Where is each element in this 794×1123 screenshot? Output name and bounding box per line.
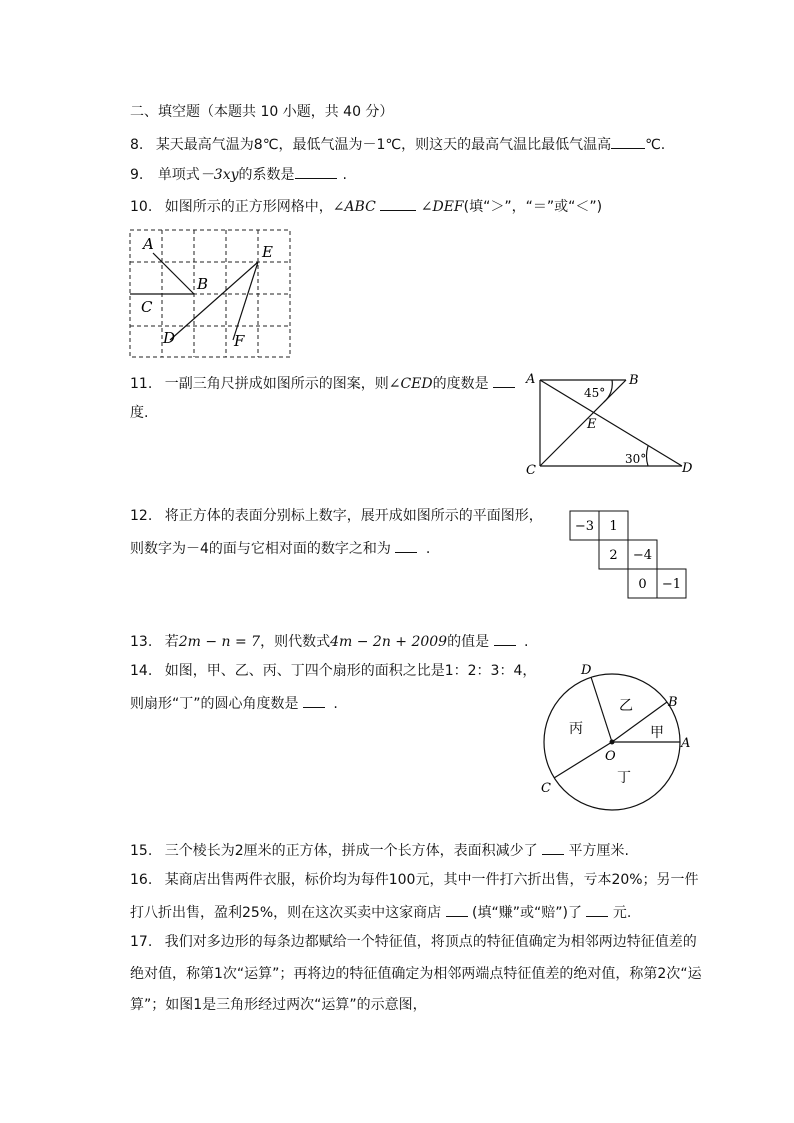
question-13 [130, 630, 528, 652]
math-expression: ∠ABC [332, 199, 376, 215]
question-number: 16. [130, 872, 153, 888]
question-text: . [524, 634, 529, 650]
question-text: 如图，甲、乙、丙、丁四个扇形的面积之比是1：2：3：4， [164, 663, 537, 679]
point-label-d: D [581, 663, 592, 678]
q14-circle-figure [535, 660, 700, 800]
question-number: 17. [130, 934, 153, 950]
sector-label-yi: 乙 [619, 698, 633, 714]
q11-triangle-figure [520, 370, 700, 478]
question-text: 的值是 [447, 634, 490, 650]
question-text: 我们对多边形的每条边都赋给一个特征值，将顶点的特征值确定为相邻两边特征值差的 [164, 934, 697, 950]
math-expression: －3xy [199, 167, 239, 183]
question-8 [130, 133, 665, 155]
question-number: 12. [130, 508, 153, 524]
question-number: 11. [130, 376, 153, 392]
question-text: 如图所示的正方形网格中， [164, 199, 333, 215]
answer-blank[interactable] [303, 692, 325, 708]
question-text: ℃. [645, 137, 666, 153]
answer-blank[interactable] [493, 372, 515, 388]
question-text: 平方厘米. [568, 843, 629, 859]
question-text: . [342, 167, 347, 183]
cube-face-value: −1 [661, 577, 682, 592]
point-label-f: F [234, 332, 245, 350]
q12-cube-net-figure [568, 509, 692, 601]
cube-face-value: −4 [632, 548, 653, 563]
question-17-cont-1 [130, 964, 702, 984]
question-text: (填“＞”，“＝”或“＜”) [463, 199, 603, 215]
question-text: 三个棱长为2厘米的正方体，拼成一个长方体，表面积减少了 [164, 843, 538, 859]
point-label-c: C [541, 781, 551, 796]
answer-blank[interactable] [446, 901, 468, 917]
question-text: . [333, 696, 338, 712]
question-text: 度. [130, 405, 149, 421]
question-text: 一副三角尺拼成如图所示的图案，则 [164, 376, 389, 392]
question-number: 10. [130, 199, 153, 215]
sector-label-jia: 甲 [650, 725, 664, 741]
answer-blank[interactable] [395, 537, 417, 553]
question-text: 单项式 [157, 167, 200, 183]
cube-face-value: 2 [609, 548, 618, 563]
point-label-d: D [163, 329, 176, 347]
cube-face-value: 1 [609, 519, 618, 534]
question-number: 13. [130, 634, 153, 650]
question-text: 元. [612, 905, 632, 921]
question-16-cont [130, 901, 631, 923]
question-text: 则数字为－4的面与它相对面的数字之和为 [130, 541, 391, 557]
sector-label-bing: 丙 [569, 721, 583, 737]
question-number: 8. [130, 137, 144, 153]
question-text: 的系数是 [238, 167, 295, 183]
question-12-cont [130, 537, 430, 559]
angle-label-45: 45° [584, 386, 606, 400]
question-text: 的度数是 [432, 376, 489, 392]
point-label-o: O [605, 749, 616, 764]
point-label-c: C [526, 463, 536, 478]
question-text: ，则代数式 [260, 634, 331, 650]
point-label-e: E [587, 417, 597, 432]
question-number: 9. [130, 167, 144, 183]
section-title: 二、填空题（本题共 10 小题，共 40 分） [130, 104, 394, 120]
question-text: . [425, 541, 431, 557]
point-label-d: D [682, 461, 693, 476]
question-text: 将正方体的表面分别标上数字，展开成如图所示的平面图形， [164, 508, 543, 524]
math-expression: ∠DEF [420, 199, 464, 215]
question-text: 某商店出售两件衣服，标价均为每件100元，其中一件打六折出售，亏本20%；另一件 [164, 872, 699, 888]
answer-blank[interactable] [611, 133, 645, 149]
question-14-cont [130, 692, 338, 714]
point-label-a: A [681, 736, 691, 751]
question-16 [130, 870, 699, 890]
angle-label-30: 30° [625, 452, 647, 466]
question-number: 14. [130, 663, 153, 679]
center-point [610, 740, 615, 745]
math-expression: 4m − 2n + 2009 [330, 634, 448, 650]
question-text: 打八折出售，盈利25%，则在这次买卖中这家商店 [130, 905, 442, 921]
question-text: (填“赚”或“赔”)了 [472, 905, 582, 921]
question-15 [130, 839, 629, 861]
point-label-b: B [668, 695, 678, 710]
point-label-c: C [141, 298, 153, 316]
question-11-cont [130, 403, 148, 423]
question-text: 绝对值，称第1次“运算”；再将边的特征值确定为相邻两端点特征值差的绝对值，称第2次“运 [130, 966, 702, 982]
answer-blank[interactable] [586, 901, 608, 917]
question-text: 则扇形“丁”的圆心角度数是 [130, 696, 299, 712]
question-number: 15. [130, 843, 153, 859]
point-label-e: E [262, 243, 273, 261]
question-text: 某天最高气温为8℃，最低气温为－1℃，则这天的最高气温比最低气温高 [155, 137, 612, 153]
question-12 [130, 506, 543, 526]
question-text: 若 [164, 634, 179, 650]
point-label-b: B [629, 373, 639, 388]
cube-face-value: −3 [574, 519, 595, 534]
sector-label-ding: 丁 [617, 770, 631, 786]
question-text: 算”；如图1是三角形经过两次“运算”的示意图， [130, 997, 427, 1013]
math-expression: ∠CED [388, 376, 433, 392]
answer-blank[interactable] [494, 630, 516, 646]
point-label-a: A [526, 372, 536, 387]
q10-grid-figure [125, 225, 300, 365]
cube-face-value: 0 [638, 577, 647, 592]
question-10 [130, 195, 602, 217]
question-17 [130, 932, 697, 952]
math-expression: 2m − n = 7 [178, 634, 261, 650]
point-label-b: B [197, 275, 209, 293]
question-9 [130, 163, 347, 185]
answer-blank[interactable] [380, 195, 416, 211]
point-label-a: A [143, 235, 154, 253]
answer-blank[interactable] [542, 839, 564, 855]
answer-blank[interactable] [295, 163, 337, 179]
question-11 [130, 372, 515, 394]
question-17-cont-2 [130, 995, 427, 1015]
question-14 [130, 661, 536, 681]
